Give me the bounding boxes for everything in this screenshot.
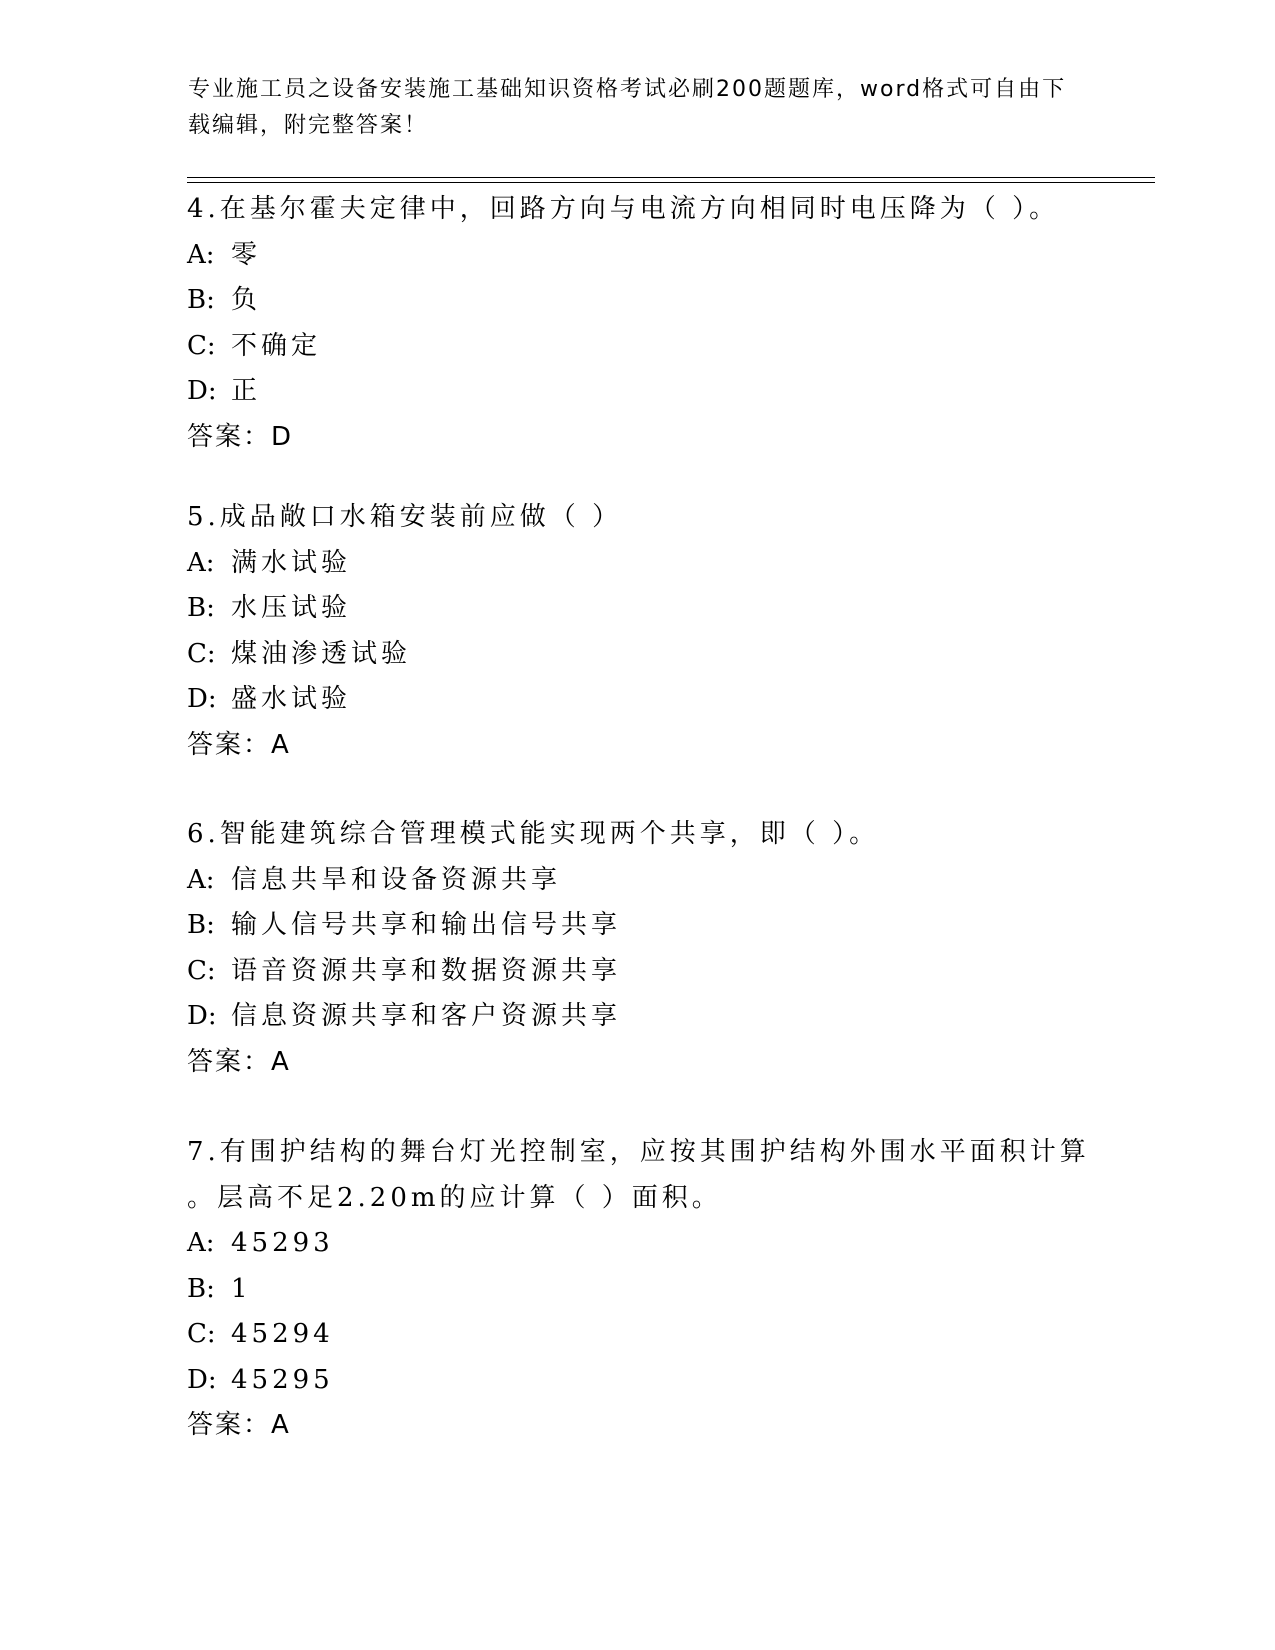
option-text: 满水试验 — [231, 547, 352, 578]
option-label: C: — [187, 330, 216, 361]
answer-line: 答案：D — [187, 421, 294, 452]
option-label: B: — [187, 593, 215, 623]
option-label: B: — [187, 285, 215, 315]
option-a — [187, 1221, 1087, 1267]
option-text: 信息共旱和设备资源共享 — [231, 864, 562, 895]
option-text: 盛水试验 — [231, 684, 352, 714]
option-a — [187, 541, 1087, 587]
option-d — [187, 677, 1087, 723]
option-c — [187, 632, 1087, 678]
option-b — [187, 903, 1087, 949]
option-a — [187, 233, 1087, 279]
option-c — [187, 324, 1087, 370]
option-label: D: — [187, 376, 217, 406]
option-text: 不确定 — [231, 330, 322, 361]
option-text: 45294 — [231, 1319, 334, 1349]
option-text: 负 — [231, 285, 262, 315]
option-label: B: — [187, 910, 215, 940]
question-stem: 7.有围护结构的舞台灯光控制室，应按其围护结构外围水平面积计算 — [187, 1137, 1090, 1167]
option-text: 正 — [231, 376, 262, 406]
question-stem: 4.在基尔霍夫定律中，回路方向与电流方向相同时电压降为（ ）。 — [187, 194, 1060, 224]
option-b — [187, 278, 1087, 324]
option-label: D: — [187, 684, 217, 714]
question-stem: 5.成品敞口水箱安装前应做（ ） — [187, 502, 623, 532]
option-b — [187, 586, 1087, 632]
option-text: 信息资源共享和客户资源共享 — [231, 1001, 622, 1031]
answer-line: 答案：A — [187, 1410, 291, 1440]
document-header: 专业施工员之设备安装施工基础知识资格考试必刷200题题库，word格式可自由下载编辑，附完整答案！ — [188, 77, 1067, 138]
option-c — [187, 949, 1087, 995]
option-d — [187, 994, 1087, 1040]
option-label: A: — [187, 239, 215, 270]
header-divider-bottom — [187, 182, 1155, 183]
option-label: C: — [187, 955, 216, 986]
option-label: A: — [187, 864, 215, 895]
option-label: D: — [187, 1364, 217, 1395]
option-text: 水压试验 — [231, 593, 352, 623]
question-block-5 — [187, 495, 1087, 768]
option-d — [187, 369, 1087, 415]
option-b — [187, 1267, 1087, 1313]
option-label: A: — [187, 547, 215, 578]
option-text: 语音资源共享和数据资源共享 — [231, 955, 622, 986]
option-a — [187, 858, 1087, 904]
header-divider-top — [187, 177, 1155, 178]
option-text: 零 — [231, 239, 262, 270]
question-stem: 6.智能建筑综合管理模式能实现两个共享，即（ ）。 — [187, 819, 880, 849]
option-text: 45295 — [231, 1364, 334, 1395]
answer-line: 答案：A — [187, 1046, 291, 1077]
option-label: C: — [187, 1319, 216, 1349]
option-text: 煤油渗透试验 — [231, 638, 412, 669]
option-text: 1 — [231, 1273, 252, 1304]
option-label: D: — [187, 1001, 217, 1031]
option-label: C: — [187, 638, 216, 669]
answer-line: 答案：A — [187, 729, 291, 760]
option-label: A: — [187, 1228, 215, 1258]
question-block-7 — [187, 1130, 1090, 1449]
question-block-6 — [187, 812, 1087, 1085]
option-text: 输人信号共享和输出信号共享 — [231, 910, 622, 940]
question-stem-continued: 。层高不足2.20m的应计算（ ）面积。 — [187, 1182, 722, 1213]
option-c — [187, 1312, 1087, 1358]
option-text: 45293 — [231, 1228, 334, 1258]
option-d — [187, 1358, 1087, 1404]
question-block-4 — [187, 187, 1087, 460]
option-label: B: — [187, 1273, 215, 1304]
